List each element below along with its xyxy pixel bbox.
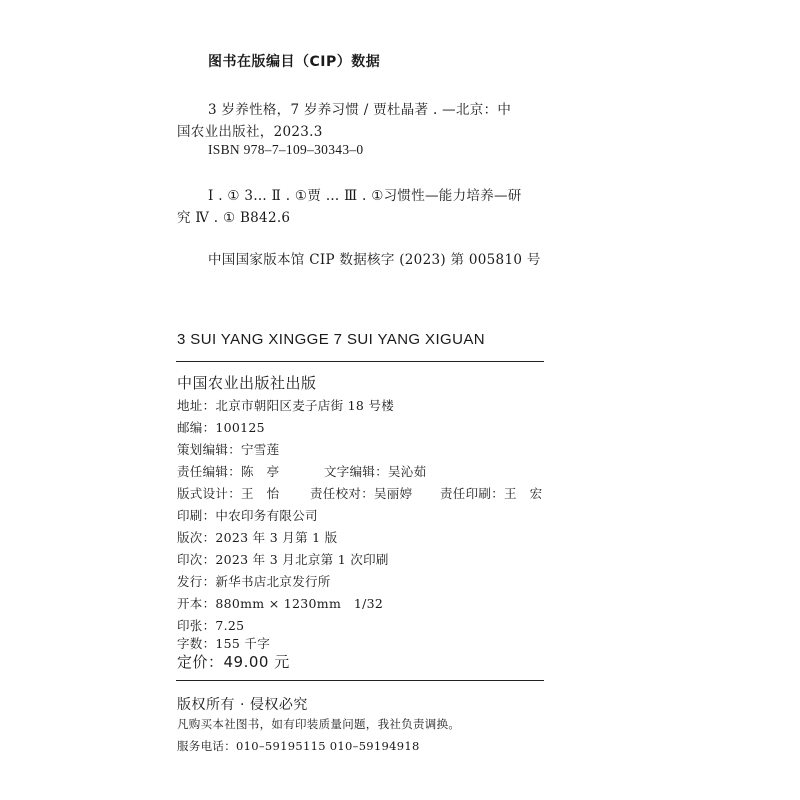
printer: 印刷：中农印务有限公司 <box>177 508 318 523</box>
impression: 印次：2023 年 3 月北京第 1 次印刷 <box>177 552 389 567</box>
production-row <box>177 484 542 502</box>
cip-bibliographic-line-1: 3 岁养性格，7 岁养习惯 / 贾杜晶著 . —北京：中 <box>208 102 512 118</box>
responsible-editor: 责任编辑：陈 亭 <box>177 464 280 479</box>
layout-designer: 版式设计：王 怡 <box>177 486 280 501</box>
text-editor: 文字编辑：吴沁茹 <box>324 464 427 479</box>
book-format: 开本：880mm × 1230mm 1/32 <box>177 596 384 611</box>
word-count: 字数：155 千字 <box>177 636 271 651</box>
cip-heading: 图书在版编目（CIP）数据 <box>208 54 381 70</box>
cip-library-number: 中国国家版本馆 CIP 数据核字 (2023) 第 005810 号 <box>208 252 541 268</box>
cip-classification-line-2: 究 Ⅳ . ① B842.6 <box>177 210 291 226</box>
cip-bibliographic-line-2: 国农业出版社，2023.3 <box>177 124 323 140</box>
proofreader: 责任校对：吴丽婷 <box>310 486 413 501</box>
copyright-heading: 版权所有 · 侵权必究 <box>177 697 308 713</box>
price: 定价：49.00 元 <box>177 653 290 671</box>
service-phone: 服务电话：010–59195115 010–59194918 <box>177 739 420 753</box>
printed-sheets: 印张：7.25 <box>177 618 245 633</box>
quality-notice: 凡购买本社图书，如有印装质量问题，我社负责调换。 <box>177 717 461 731</box>
publisher-name: 中国农业出版社出版 <box>177 374 317 392</box>
edition: 版次：2023 年 3 月第 1 版 <box>177 530 338 545</box>
publisher-postcode: 邮编：100125 <box>177 420 265 435</box>
pinyin-title: 3 SUI YANG XINGGE 7 SUI YANG XIGUAN <box>177 331 485 348</box>
cip-isbn: ISBN 978–7–109–30343–0 <box>208 142 364 157</box>
divider-top <box>176 361 544 362</box>
editors-row <box>177 462 426 480</box>
cip-classification-line-1: Ⅰ . ① 3… Ⅱ . ①贾 … Ⅲ . ①习惯性—能力培养—研 <box>208 188 522 204</box>
divider-bottom <box>176 680 544 681</box>
print-manager: 责任印刷：王 宏 <box>440 486 543 501</box>
distributor: 发行：新华书店北京发行所 <box>177 574 331 589</box>
planning-editor: 策划编辑：宁雪莲 <box>177 442 280 457</box>
publisher-address: 地址：北京市朝阳区麦子店街 18 号楼 <box>177 398 395 413</box>
